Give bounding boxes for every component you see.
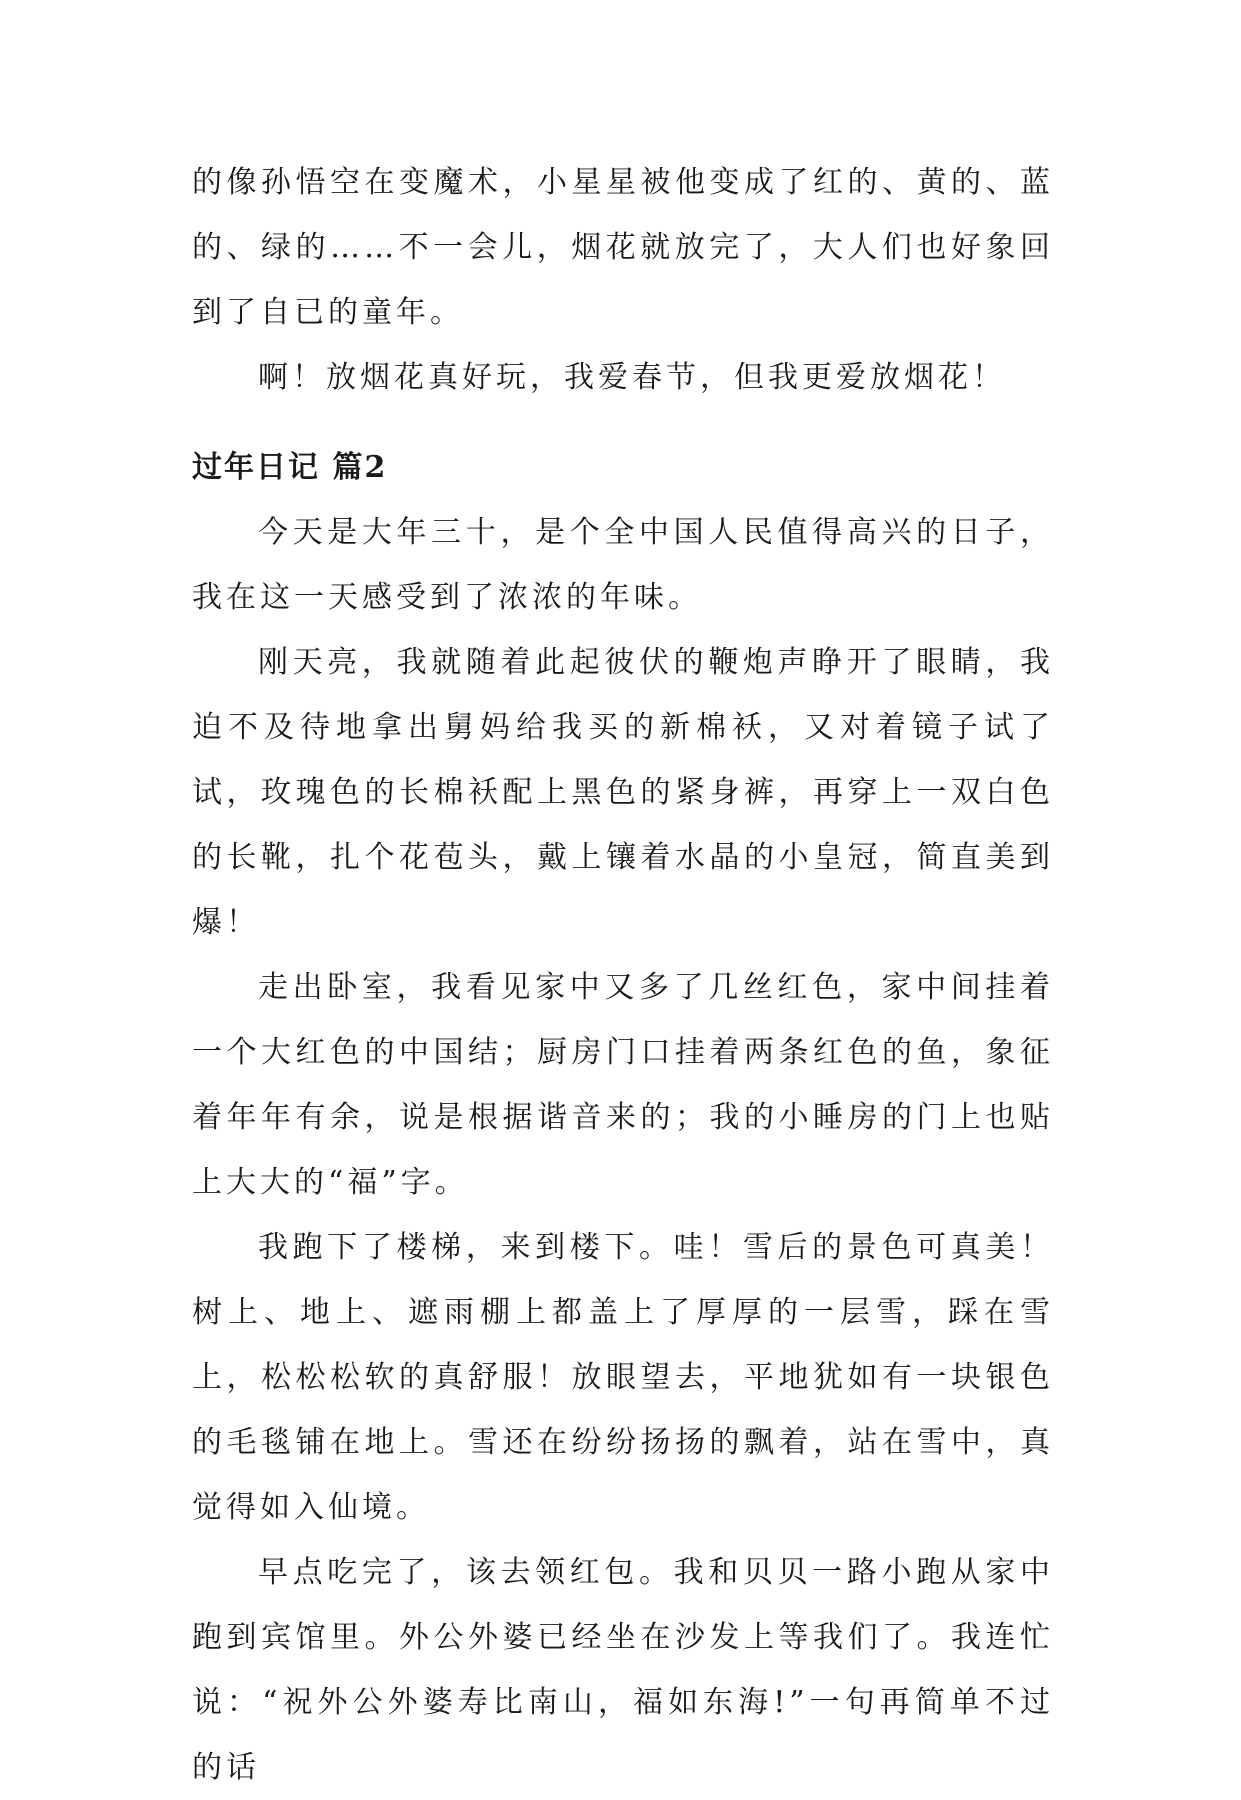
paragraph-continued: 的像孙悟空在变魔术，小星星被他变成了红的、黄的、蓝的、绿的……不一会儿，烟花就放完了，大人们也好象回到了自已的童年。: [192, 165, 1054, 330]
paragraph: 我跑下了楼梯，来到楼下。哇！雪后的景色可真美！树上、地上、遮雨棚上都盖上了厚厚的一层雪，踩在雪上，松松松软的真舒服！放眼望去，平地犹如有一块银色的毛毯铺在地上。雪还在纷纷扬扬的飘着，站在雪中，真觉得如入仙境。: [192, 1230, 1054, 1525]
paragraph: 今天是大年三十，是个全中国人民值得高兴的日子，我在这一天感受到了浓浓的年味。: [192, 515, 1054, 615]
document-page: [192, 150, 1054, 1800]
section-heading: 过年日记 篇2: [192, 450, 388, 485]
section-gap: [192, 410, 1054, 435]
paragraph: 刚天亮，我就随着此起彼伏的鞭炮声睁开了眼睛，我迫不及待地拿出舅妈给我买的新棉袄，又对着镜子试了试，玫瑰色的长棉袄配上黑色的紧身裤，再穿上一双白色的长靴，扎个花苞头，戴上镶着水晶的小皇冠，简直美到爆！: [192, 645, 1054, 940]
paragraph: 早点吃完了，该去领红包。我和贝贝一路小跑从家中跑到宾馆里。外公外婆已经坐在沙发上等我们了。我连忙说：“祝外公外婆寿比南山，福如东海!”一句再简单不过的话: [192, 1555, 1054, 1785]
paragraph-closing: 啊！放烟花真好玩，我爱春节，但我更爱放烟花！: [258, 360, 1006, 395]
paragraph: 走出卧室，我看见家中又多了几丝红色，家中间挂着一个大红色的中国结；厨房门口挂着两条红色的鱼，象征着年年有余，说是根据谐音来的；我的小睡房的门上也贴上大大的“福”字。: [192, 970, 1054, 1200]
